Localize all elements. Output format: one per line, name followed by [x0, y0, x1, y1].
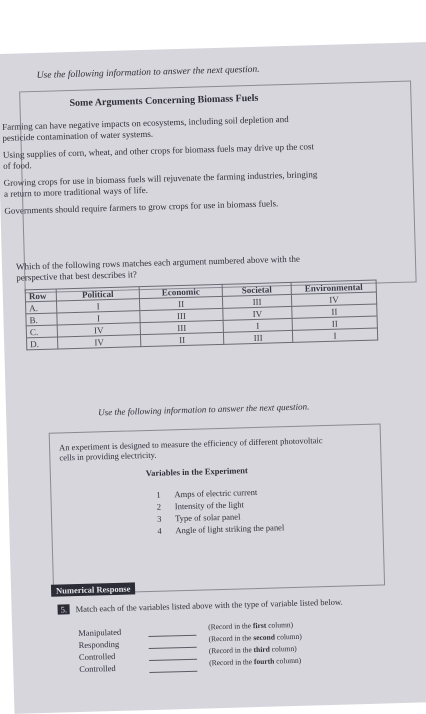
answer-blank[interactable]	[149, 647, 197, 649]
table-cell: II	[140, 332, 223, 346]
experiment-line-1: An experiment is designed to measure the efficiency of different photovoltaic	[58, 435, 323, 453]
variable-text: Intensity of the light	[174, 499, 245, 512]
intro-text-1: Use the following information to answer the next question.	[36, 64, 260, 81]
argument-2-line-2: of food.	[3, 160, 32, 171]
table-cell: IV	[223, 306, 292, 320]
table-cell: D.	[27, 337, 58, 350]
table-header-cell: Economic	[139, 284, 222, 298]
record-note: (Record in the first column)	[208, 620, 294, 632]
experiment-line-2: cells in providing electricity.	[59, 449, 157, 463]
table-cell: III	[140, 320, 223, 334]
argument-1-line-1: Farming can have negative impacts on ecosystems, including soil depletion and	[1, 113, 289, 132]
table-cell: I	[292, 328, 377, 342]
answer-blank[interactable]	[149, 671, 197, 673]
intro-text-2: Use the following information to answer the next question.	[97, 401, 310, 418]
variable-number: 4	[157, 525, 162, 536]
answer-blank[interactable]	[149, 659, 197, 661]
top-margin	[0, 0, 426, 48]
table-cell: III	[222, 294, 291, 308]
answer-blank[interactable]	[148, 635, 196, 637]
numerical-response-label: Numerical Response	[51, 582, 136, 596]
question-1-line-1: Which of the following rows matches each argument numbered above with the	[15, 253, 301, 272]
argument-1-line-2: pesticide contamination of water systems.	[2, 128, 154, 143]
record-note: (Record in the fourth column)	[209, 655, 302, 668]
argument-2-line-1: Using supplies of corn, wheat, and other crops for biomass fuels may drive up the cost	[2, 141, 315, 160]
record-note: (Record in the second column)	[208, 631, 302, 644]
variable-number: 2	[156, 501, 162, 512]
variable-type-label: Manipulated	[78, 626, 122, 639]
table-cell: I	[57, 299, 140, 313]
variable-number: 3	[156, 513, 162, 524]
table-header-cell: Political	[56, 287, 139, 301]
argument-3-line-2: a return to more traditional ways of life.	[3, 184, 149, 199]
table-cell: II	[292, 304, 377, 318]
argument-3-line-1: Growing crops for use in biomass fuels will rejuvenate the farming industries, bringing	[3, 169, 318, 188]
worksheet-page	[0, 42, 426, 714]
argument-4-line-1: Governments should require farmers to grow crops for use in biomass fuels.	[4, 198, 279, 216]
table-cell: II	[139, 296, 222, 310]
variable-text: Type of solar panel	[174, 511, 241, 524]
table-header-cell: Societal	[222, 282, 291, 296]
table-cell: IV	[57, 323, 140, 337]
variable-number: 1	[156, 489, 161, 500]
rows-table	[25, 280, 379, 351]
table-header-cell: Environmental	[291, 280, 376, 294]
record-note: (Record in the third column)	[208, 643, 297, 656]
variable-text: Amps of electric current	[174, 486, 258, 500]
variable-type-label: Responding	[78, 638, 120, 651]
table-cell: IV	[58, 335, 141, 349]
table-cell: IV	[291, 292, 376, 306]
question-number: 5.	[57, 604, 70, 614]
variable-text: Angle of light striking the panel	[175, 522, 285, 536]
table-cell: II	[292, 316, 377, 330]
table-cell: III	[223, 330, 292, 344]
table-header-cell: Row	[25, 289, 56, 302]
question-1-line-2: perspective that best describes it?	[16, 269, 137, 283]
table-cell: III	[140, 308, 223, 322]
variables-title: Variables in the Experiment	[145, 465, 248, 479]
variable-type-label: Controlled	[78, 650, 116, 663]
table-cell: A.	[26, 301, 57, 314]
table-cell: I	[57, 311, 140, 325]
box1-title: Some Arguments Concerning Biomass Fuels	[69, 92, 259, 110]
variable-type-label: Controlled	[79, 662, 116, 675]
numerical-response-question: Match each of the variables listed above with the type of variable listed below.	[75, 596, 343, 615]
table-cell: B.	[26, 313, 57, 326]
table-cell: C.	[26, 325, 57, 338]
table-cell: I	[223, 318, 292, 332]
